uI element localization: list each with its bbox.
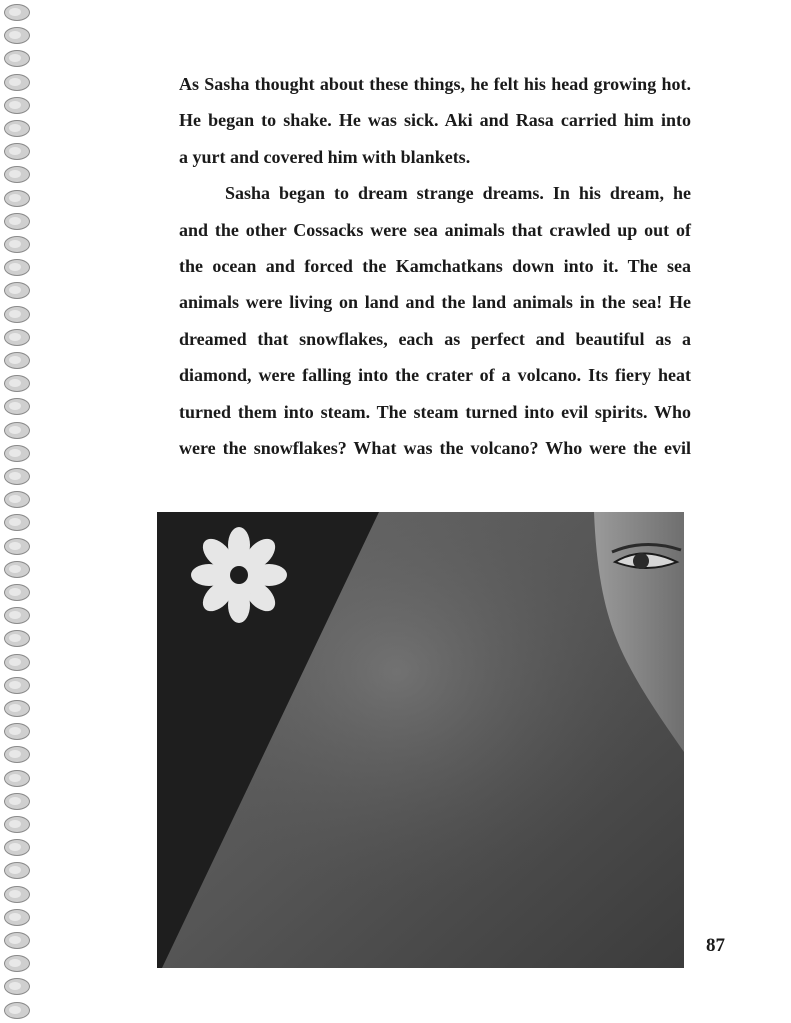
binding-hole — [4, 746, 30, 763]
binding-hole — [4, 862, 30, 879]
binding-hole — [4, 770, 30, 787]
binding-hole — [4, 445, 30, 462]
binding-hole — [4, 677, 30, 694]
binding-hole — [4, 97, 30, 114]
text-line: He began to shake. He was sick. Aki and Rasa carried him into — [179, 110, 691, 131]
binding-hole — [4, 584, 30, 601]
binding-hole — [4, 236, 30, 253]
page-number: 87 — [706, 935, 725, 956]
binding-hole — [4, 375, 30, 392]
story-text — [179, 66, 691, 466]
binding-hole — [4, 514, 30, 531]
binding-hole — [4, 630, 30, 647]
binding-hole — [4, 143, 30, 160]
text-line: were the snowflakes? What was the volcano? Who were the evil — [179, 437, 691, 458]
binding-hole — [4, 4, 30, 21]
text-line: As Sasha thought about these things, he felt his head growing hot. — [179, 74, 691, 94]
binding-hole — [4, 886, 30, 903]
text-line: the ocean and forced the Kamchatkans down into it. The sea — [179, 255, 691, 276]
binding-hole — [4, 561, 30, 578]
text-line: Sasha began to dream strange dreams. In his dream, he — [225, 183, 691, 204]
binding-hole — [4, 468, 30, 485]
text-line: and the other Cossacks were sea animals that crawled up out of — [179, 219, 691, 240]
binding-hole — [4, 282, 30, 299]
binding-hole — [4, 190, 30, 207]
binding-hole — [4, 398, 30, 415]
binding-hole — [4, 607, 30, 624]
binding-hole — [4, 329, 30, 346]
binding-hole — [4, 213, 30, 230]
binding-hole — [4, 352, 30, 369]
binding-hole — [4, 422, 30, 439]
text-line: a yurt and covered him with blankets. — [179, 146, 471, 167]
binding-hole — [4, 306, 30, 323]
binding-hole — [4, 793, 30, 810]
binding-hole — [4, 259, 30, 276]
binding-hole — [4, 700, 30, 717]
binding-hole — [4, 538, 30, 555]
binding-hole — [4, 166, 30, 183]
text-line: animals were living on land and the land animals in the sea! He — [179, 292, 691, 313]
collage-svg — [157, 512, 684, 968]
text-line: diamond, were falling into the crater of a volcano. Its fiery heat — [179, 365, 691, 386]
binding-hole — [4, 816, 30, 833]
binding-hole — [4, 909, 30, 926]
text-line: turned them into steam. The steam turned into evil spirits. Who — [179, 401, 691, 422]
binding-hole — [4, 932, 30, 949]
binding-hole — [4, 654, 30, 671]
text-line: dreamed that snowflakes, each as perfect and beautiful as a — [179, 328, 691, 349]
binding-hole — [4, 839, 30, 856]
binding-hole — [4, 491, 30, 508]
binding-hole — [4, 27, 30, 44]
binding-hole — [4, 955, 30, 972]
binding-hole — [4, 50, 30, 67]
binding-hole — [4, 1002, 30, 1019]
binding-hole — [4, 74, 30, 91]
snowflake-icon — [191, 527, 287, 623]
binding-hole — [4, 978, 30, 995]
collage-illustration — [157, 512, 684, 968]
binding-hole — [4, 120, 30, 137]
binding-hole — [4, 723, 30, 740]
spiral-binding — [0, 0, 40, 1023]
